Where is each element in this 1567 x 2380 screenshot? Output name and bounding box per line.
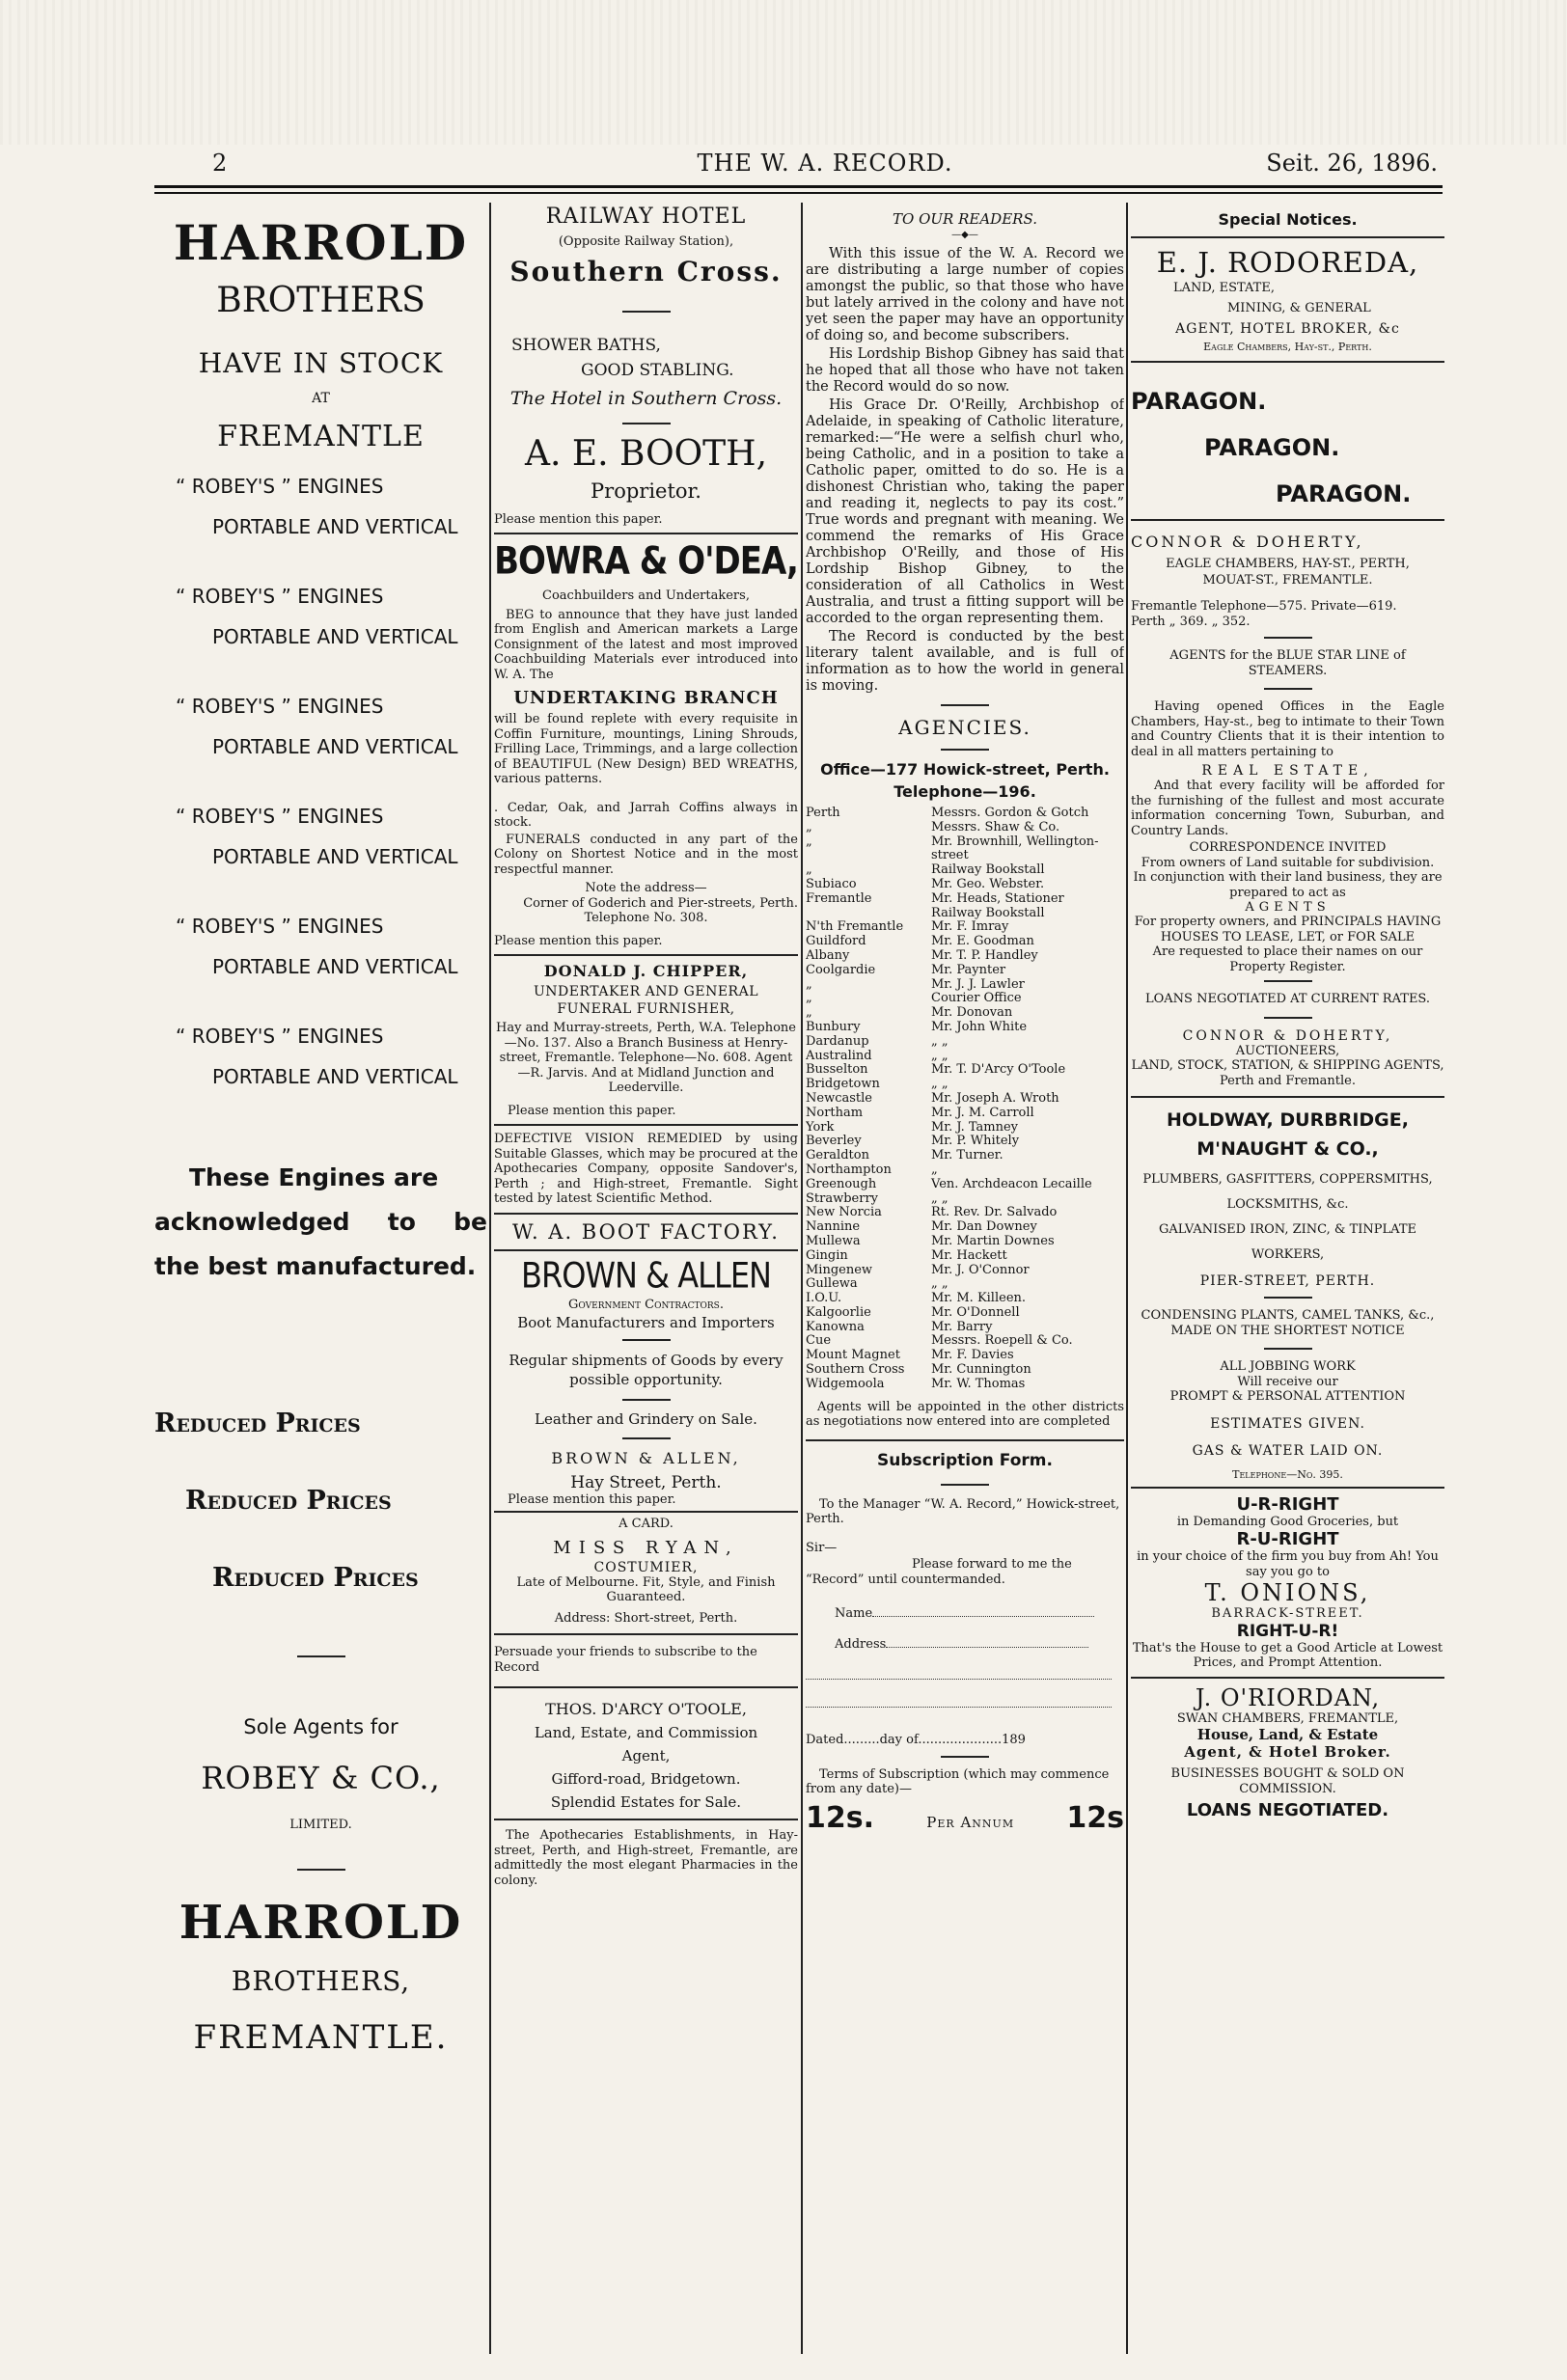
agency-row: [806, 878, 1124, 892]
paragon: PARAGON.: [1276, 480, 1412, 507]
chipper-name: DONALD J. CHIPPER,: [543, 962, 749, 980]
agency-place: „: [806, 834, 812, 849]
agency-agent: Mr. J. O'Connor: [931, 1262, 1030, 1277]
agency-place: Coolgardie: [806, 962, 876, 977]
agency-place: York: [806, 1119, 835, 1135]
agency-agent: Mr. T. P. Handley: [931, 947, 1038, 963]
agency-agent: Railway Bookstall: [931, 862, 1045, 878]
page-header: [212, 150, 1438, 188]
agency-place: Mingenew: [806, 1262, 873, 1277]
agency-row: [806, 1121, 1124, 1135]
brothers-footer: BROTHERS,: [231, 1965, 411, 1997]
column-readers: TO OUR READERS. —◆— With this issue of the W. A. Record we are distributing a large number of copies amongst the public, so that those who have but lately arrived in the colony and have not yet seen the paper may have an opportunity of doing so, and become subscribers. His Lordship Bishop Gibney has said that he hoped that all those who have not taken the Record would do so now. His Grace Dr. O'Reilly, Archbishop of Adelaide, in speaking of Catholic literature, remarked:—“He were a selfish churl who, being Catholic, and in a position to take a Catholic paper, omitted to do so. He is a dishonest Christian who, taking the paper and reading it, neglects to pay its cost.” True words and pregnant with meaning. We commend the remarks of His Grace Archbishop O'Reilly, and those of His Lordship Bishop Gibney, to the consideration of all Catholics in West Australia, and trust a fitting support will be accorded to the organ representing them. The Record is conducted by the best literary talent available, and is full of information as to how the world in general is moving. AGENCIES. Office—177 Howick-street, Perth. Telephone—196. Perth Messrs. Gordon & Gotch „ Messrs. Shaw & Co. „ Mr. Brownhill, Wellington-street „ Railway Bookstall Subiaco Mr. Geo. Webster. Fremantle Mr. Heads, Stationer Railway Bookstall N'th Fremantle Mr. F. Imray Guildford Mr. E. Goodman Albany Mr. T. P. Handley Coolgardie Mr. Paynter „ Mr. J. J. Lawler „ Courier Office „ Mr. Donovan Bunbury Mr. John White Dardanup „ „ Australind „ „ Busselton Mr. T. D'Arcy O'Toole Bridgetown „ „ Newcastle Mr. Joseph A. Wroth Northam Mr. J. M. Carroll York Mr. J. Tamney Beverley Mr. P. Whitely Geraldton Mr. Turner. Northampton „ Greenough Ven. Archdeacon Lecaille Strawberry „ „ New Norcia Rt. Rev. Dr. Salvado Nannine Mr. Dan Downey Mullewa Mr. Martin Downes Gingin Mr. Hackett Mingenew Mr. J. O'Connor Gullewa „ „ I.O.U. Mr. M. Killeen. Kalgoorlie Mr. O'Donnell Kanowna Mr. Barry Cue Messrs. Roepell & Co. Mount Magnet Mr. F. Davies Southern Cross Mr. Cunnington Widgemoola Mr. W. Thomas Agents will be appointed in the other districts as negotiations now entered into are completed Subscription Form. To the Manager “W. A. Record,” Howick-street, Perth. Sir— Please forward to me the “Record” until countermanded. Name Address Dated.........day of.....................189 Terms of Subscription (which may commence from any date)— 12s. Per Annum 12s: [806, 210, 1124, 1835]
rodoreda-name: E. J. RODOREDA,: [1156, 246, 1419, 279]
have-in-stock: HAVE IN STOCK: [198, 347, 444, 379]
agency-row: [806, 1050, 1124, 1064]
agency-place: „: [806, 819, 812, 834]
agency-agent: Messrs. Gordon & Gotch: [931, 806, 1089, 820]
agency-row: [806, 1235, 1124, 1249]
agency-row: [806, 1292, 1124, 1306]
harrold-footer: HARROLD: [179, 1896, 463, 1950]
agency-place: Bridgetown: [806, 1077, 880, 1092]
agency-row: [806, 907, 1124, 921]
agency-row: [806, 1321, 1124, 1335]
reduced-prices: Reduced Prices Reduced Prices Reduced Prices: [154, 1409, 419, 1593]
agency-agent: Mr. Paynter: [931, 962, 1006, 977]
agency-agent: „ „: [931, 1033, 948, 1049]
divider: [622, 1399, 671, 1401]
issue-date: Seit. 26, 1896.: [1266, 150, 1438, 177]
divider: [941, 1484, 989, 1486]
agency-agent: Mr. F. Imray: [931, 919, 1009, 935]
agency-row: [806, 1006, 1124, 1021]
divider: [1264, 688, 1312, 690]
paragon: PARAGON.: [1131, 388, 1267, 415]
oriordan-name: J. O'RIORDAN,: [1195, 1683, 1381, 1711]
agency-row: [806, 1035, 1124, 1050]
agency-agent: Mr. Joseph A. Wroth: [931, 1090, 1059, 1106]
agency-row: [806, 1135, 1124, 1149]
agency-agent: Mr. J. Tamney: [931, 1119, 1018, 1135]
apothecaries-note: The Apothecaries Establishments, in Hay-street, Perth, and High-street, Fremantle, are admittedly the most elegant Pharmacies in the colony.: [494, 1828, 798, 1888]
divider: [1264, 1017, 1312, 1019]
agency-row: [806, 1107, 1124, 1121]
agency-agent: Mr. J. J. Lawler: [931, 976, 1025, 992]
agency-row: [806, 863, 1124, 878]
agency-place: Northam: [806, 1105, 864, 1120]
agency-agent: „: [931, 1162, 938, 1177]
connor-doherty: CONNOR & DOHERTY,: [1131, 533, 1364, 551]
divider: [1264, 1348, 1312, 1350]
divider: [622, 311, 671, 313]
at-label: AT: [312, 391, 330, 406]
agency-row: [806, 978, 1124, 993]
special-notices-heading: Special Notices.: [1218, 210, 1358, 229]
agency-place: Strawberry: [806, 1190, 879, 1206]
agency-agent: Mr. J. M. Carroll: [931, 1105, 1034, 1120]
agency-row: [806, 835, 1124, 864]
agency-row: [806, 892, 1124, 907]
agency-place: N'th Fremantle: [806, 919, 904, 935]
engine-list: [154, 475, 487, 1135]
booth-name: A. E. BOOTH,: [524, 433, 768, 474]
agency-agent: Mr. T. D'Arcy O'Toole: [931, 1062, 1066, 1078]
agency-place: Albany: [806, 947, 850, 963]
divider: [941, 704, 989, 706]
agency-place: Busselton: [806, 1062, 868, 1078]
holdway-durbridge: HOLDWAY, DURBRIDGE, M'NAUGHT & CO.,: [1167, 1109, 1409, 1160]
agency-agent: Mr. W. Thomas: [931, 1376, 1026, 1391]
agency-place: New Norcia: [806, 1205, 882, 1220]
agency-place: Fremantle: [806, 890, 872, 906]
divider: [297, 1869, 345, 1871]
divider: [806, 1439, 1124, 1441]
paragon: PARAGON.: [1204, 434, 1340, 461]
engines-claim: These Engines are acknowledged to be the best manufactured.: [154, 1163, 487, 1280]
divider: [1264, 1297, 1312, 1299]
engine-item: “ ROBEY'S ” ENGINES PORTABLE AND VERTICAL: [176, 585, 458, 648]
agency-agent: Mr. Heads, Stationer: [931, 890, 1064, 906]
divider: [1131, 236, 1444, 238]
agency-agent: Mr. Brownhill, Wellington-street: [931, 834, 1099, 863]
fremantle-heading: FREMANTLE: [217, 420, 425, 453]
divider: [494, 1124, 798, 1126]
agency-agent: Rt. Rev. Dr. Salvado: [931, 1205, 1058, 1220]
divider: [494, 1819, 798, 1820]
agency-row: [806, 935, 1124, 949]
agency-place: Beverley: [806, 1134, 862, 1149]
divider: [297, 1655, 345, 1657]
agency-place: Dardanup: [806, 1033, 869, 1049]
divider: [941, 749, 989, 751]
connor-doherty-auctioneers: CONNOR & DOHERTY,: [1182, 1027, 1393, 1044]
divider: [1131, 361, 1444, 363]
agency-place: „: [806, 862, 812, 878]
fremantle-footer: FREMANTLE.: [193, 2018, 449, 2057]
agency-row: [806, 1363, 1124, 1378]
agency-place: Cue: [806, 1333, 832, 1349]
dated-field[interactable]: Dated.........day of.....................189: [806, 1733, 1026, 1748]
agency-row: [806, 1078, 1124, 1092]
divider: [494, 1633, 798, 1635]
divider: [494, 1686, 798, 1688]
agency-agent: Messrs. Roepell & Co.: [931, 1333, 1073, 1349]
agency-row: [806, 1178, 1124, 1192]
to-our-readers: TO OUR READERS.: [893, 210, 1037, 228]
agency-place: Kalgoorlie: [806, 1304, 871, 1320]
divider: [941, 1756, 989, 1758]
otoole-name: THOS. D'ARCY O'TOOLE,: [545, 1700, 747, 1718]
divider: [494, 1249, 798, 1251]
agency-row: [806, 821, 1124, 835]
subscription-form-title: Subscription Form.: [877, 1450, 1053, 1470]
agency-agent: Mr. E. Goodman: [931, 934, 1034, 949]
agency-row: [806, 1264, 1124, 1278]
agency-agent: Messrs. Shaw & Co.: [931, 819, 1060, 834]
agency-agent: „ „: [931, 1276, 948, 1292]
address-field[interactable]: Address: [806, 1637, 1124, 1653]
divider: [1264, 980, 1312, 982]
agency-agent: Mr. Dan Downey: [931, 1219, 1037, 1235]
miss-ryan: MISS RYAN,: [553, 1537, 739, 1558]
agency-agent: Mr. P. Whitely: [931, 1134, 1020, 1149]
u-r-right: U-R-RIGHT: [1236, 1493, 1339, 1515]
agency-place: „: [806, 976, 812, 992]
agency-place: „: [806, 1005, 812, 1021]
divider: [622, 1437, 671, 1439]
agency-agent: Mr. Barry: [931, 1319, 993, 1334]
divider: [1131, 1487, 1444, 1489]
agency-row: [806, 1149, 1124, 1163]
agency-row: [806, 1163, 1124, 1178]
agency-agent: Mr. Geo. Webster.: [931, 876, 1045, 891]
agency-agent: Mr. O'Donnell: [931, 1304, 1020, 1320]
brown-allen: BROWN & ALLEN: [521, 1253, 771, 1297]
agency-place: Perth: [806, 806, 840, 820]
header-rule-thin: [154, 192, 1443, 194]
header-rule: [154, 185, 1443, 188]
agency-place: Newcastle: [806, 1090, 872, 1106]
agency-place: Geraldton: [806, 1148, 869, 1163]
agency-place: Bunbury: [806, 1019, 861, 1034]
defective-vision: DEFECTIVE VISION REMEDIED by using Suitable Glasses, which may be procured at the Apothecaries Company, opposite Sandover's, Perth ; and High-street, Fremantle. Sight tested by latest Scientific Method.: [494, 1132, 798, 1206]
page-number: 2: [212, 150, 228, 177]
bowra-odea: BOWRA & O'DEA,: [494, 539, 798, 584]
agency-row: [806, 1192, 1124, 1207]
agency-agent: Mr. Martin Downes: [931, 1233, 1055, 1248]
agency-agent: Mr. John White: [931, 1019, 1028, 1034]
agency-row: [806, 1349, 1124, 1363]
divider: [494, 1511, 798, 1513]
agency-place: [806, 907, 931, 921]
agency-place: Gingin: [806, 1247, 848, 1263]
agency-row: [806, 1206, 1124, 1220]
column-rule-1: [489, 203, 491, 2354]
divider: [1131, 1677, 1444, 1679]
agency-agent: Ven. Archdeacon Lecaille: [931, 1176, 1092, 1191]
agency-row: [806, 1063, 1124, 1078]
column-advertisements: RAILWAY HOTEL (Opposite Railway Station), Southern Cross. SHOWER BATHS, GOOD STABLING. The Hotel in Southern Cross. A. E. BOOTH, Proprietor. Please mention this paper. BOWRA & O'DEA, Coachbuilders and Undertakers, BEG to announce that they have just landed from English and American markets a Large Consignment of the latest and most improved Coachbuilding Materials ever introduced into W. A. The UNDERTAKING BRANCH will be found replete with every requisite in Coffin Furniture, mountings, Lining Shrouds, Frilling Lace, Trimmings, and a large collection of BEAUTIFUL (New Design) BED WREATHS, various patterns. . Cedar, Oak, and Jarrah Coffins always in stock. FUNERALS conducted in any part of the Colony on Shortest Notice and in the most respectful manner. Note the address— Corner of Goderich and Pier-streets, Perth. Telephone No. 308. Please mention this paper. DONALD J. CHIPPER, UNDERTAKER AND GENERAL FUNERAL FURNISHER, Hay and Murray-streets, Perth, W.A. Telephone—No. 137. Also a Branch Business at Henry-street, Fremantle. Telephone—No. 608. Agent—R. Jarvis. And at Midland Junction and Leederville. Please mention this paper. DEFECTIVE VISION REMEDIED by using Suitable Glasses, which may be procured at the Apothecaries Company, opposite Sandover's, Perth ; and High-street, Fremantle. Sight tested by latest Scientific Method. W. A. BOOT FACTORY. BROWN & ALLEN Government Contractors. Boot Manufacturers and Importers Regular shipments of Goods by every possible opportunity. Leather and Grindery on Sale. BROWN & ALLEN, Hay Street, Perth. Please mention this paper. A CARD. MISS RYAN, COSTUMIER, Late of Melbourne. Fit, Style, and Finish Guaranteed. Address: Short-street, Perth. Persuade your friends to subscribe to the Record THOS. D'ARCY O'TOOLE, Land, Estate, and Commission Agent, Gifford-road, Bridgetown. Splendid Estates for Sale. The Apothecaries Establishments, in Hay-street, Perth, and High-street, Fremantle, are admittedly the most elegant Pharmacies in the colony.: [494, 205, 798, 1888]
limited-label: LIMITED.: [289, 1818, 352, 1832]
agency-row: [806, 949, 1124, 964]
agency-agent: „ „: [931, 1048, 948, 1063]
address-line[interactable]: [806, 1707, 1112, 1708]
column-rule-2: [801, 203, 803, 2354]
agency-row: [806, 1249, 1124, 1264]
brothers-heading: BROTHERS: [216, 281, 426, 320]
name-field[interactable]: Name: [806, 1606, 1124, 1622]
engine-item: “ ROBEY'S ” ENGINES PORTABLE AND VERTICAL: [176, 475, 458, 538]
agency-place: Mount Magnet: [806, 1348, 900, 1363]
agency-place: Gullewa: [806, 1276, 858, 1292]
agency-place: Widgemoola: [806, 1376, 885, 1391]
column-special-notices: Special Notices. E. J. RODOREDA, LAND, ESTATE, MINING, & GENERAL AGENT, HOTEL BROKER, &c Eagle Chambers, Hay-st., Perth. PARAGON. PARAGON. PARAGON. CONNOR & DOHERTY, EAGLE CHAMBERS, HAY-ST., PERTH, MOUAT-ST., FREMANTLE. Fremantle Telephone—575. Private—619. Perth „ 369. „ 352. AGENTS for the BLUE STAR LINE of STEAMERS. Having opened Offices in the Eagle Chambers, Hay-st., beg to intimate to their Town and Country Clients that it is their intention to deal in all matters pertaining to REAL ESTATE, And that every facility will be afforded for the furnishing of the fullest and most accurate information concerning Town, Suburban, and Country Lands. CORRESPONDENCE INVITED From owners of Land suitable for subdivision. In conjunction with their land business, they are prepared to act as AGENTS For property owners, and PRINCIPALS HAVING HOUSES TO LEASE, LET, or FOR SALE Are requested to place their names on our Property Register. LOANS NEGOTIATED AT CURRENT RATES. CONNOR & DOHERTY, AUCTIONEERS, LAND, STOCK, STATION, & SHIPPING AGENTS, Perth and Fremantle. HOLDWAY, DURBRIDGE, M'NAUGHT & CO., PLUMBERS, GASFITTERS, COPPERSMITHS, LOCKSMITHS, &c. GALVANISED IRON, ZINC, & TINPLATE WORKERS, PIER-STREET, PERTH. CONDENSING PLANTS, CAMEL TANKS, &c., MADE ON THE SHORTEST NOTICE ALL JOBBING WORK Will receive our PROMPT & PERSONAL ATTENTION ESTIMATES GIVEN. GAS & WATER LAID ON. Telephone—No. 395. U-R-RIGHT in Demanding Good Groceries, but R-U-RIGHT in your choice of the firm you buy from Ah! You say you go to T. ONIONS, BARRACK-STREET. RIGHT-U-R! That's the House to get a Good Article at Lowest Prices, and Prompt Attention. J. O'RIORDAN, SWAN CHAMBERS, FREMANTLE, House, Land, & Estate Agent, & Hotel Broker. BUSINESSES BOUGHT & SOLD ON COMMISSION. LOANS NEGOTIATED.: [1131, 210, 1444, 1820]
engine-item: “ ROBEY'S ” ENGINES PORTABLE AND VERTICAL: [176, 915, 458, 978]
agency-place: Southern Cross: [806, 1362, 905, 1378]
agency-agent: „ „: [931, 1190, 948, 1206]
masthead-title: THE W. A. RECORD.: [697, 150, 953, 177]
agency-agent: Mr. F. Davies: [931, 1348, 1014, 1363]
agency-agent: Railway Bookstall: [931, 905, 1045, 920]
agency-place: Australind: [806, 1048, 872, 1063]
agency-place: Greenough: [806, 1176, 877, 1191]
agency-agent: Mr. Cunnington: [931, 1362, 1031, 1378]
agency-row: [806, 1277, 1124, 1292]
southern-cross: Southern Cross.: [509, 255, 783, 287]
agency-row: [806, 1306, 1124, 1321]
sole-agents: Sole Agents for: [243, 1715, 399, 1738]
robey-co: ROBEY & CO.,: [201, 1760, 441, 1796]
agency-place: Kanowna: [806, 1319, 865, 1334]
address-line[interactable]: [806, 1679, 1112, 1680]
divider: [1264, 637, 1312, 639]
engine-item: “ ROBEY'S ” ENGINES PORTABLE AND VERTICAL: [176, 1025, 458, 1088]
agency-agent: Courier Office: [931, 991, 1022, 1006]
divider: [1131, 519, 1444, 521]
agency-agent: Mr. Donovan: [931, 1005, 1013, 1021]
agency-row: [806, 964, 1124, 978]
agency-row: [806, 807, 1124, 821]
agency-place: Nannine: [806, 1219, 861, 1235]
divider: [494, 533, 798, 534]
divider: [622, 423, 671, 424]
railway-hotel-title: RAILWAY HOTEL: [545, 205, 747, 229]
boot-factory: W. A. BOOT FACTORY.: [512, 1219, 780, 1244]
divider: [622, 1339, 671, 1341]
agency-place: Subiaco: [806, 876, 857, 891]
agency-row: [806, 1021, 1124, 1035]
agencies-list: [806, 807, 1124, 1392]
agency-place: I.O.U.: [806, 1291, 842, 1306]
ornament-divider: —◆—: [951, 230, 978, 240]
agency-row: [806, 1092, 1124, 1107]
column-rule-3: [1126, 203, 1128, 2354]
harrold-heading: HARROLD: [173, 214, 469, 271]
agency-place: Northampton: [806, 1162, 892, 1177]
agency-place: Guildford: [806, 934, 866, 949]
agencies-heading: AGENCIES.: [898, 716, 1031, 739]
engine-item: “ ROBEY'S ” ENGINES PORTABLE AND VERTICAL: [176, 805, 458, 868]
engine-item: “ ROBEY'S ” ENGINES PORTABLE AND VERTICAL: [176, 695, 458, 758]
agency-agent: Mr. Hackett: [931, 1247, 1007, 1263]
divider: [494, 954, 798, 956]
agency-place: „: [806, 991, 812, 1006]
subscription-price: 12s. Per Annum 12s: [806, 1800, 1124, 1835]
agency-row: [806, 920, 1124, 935]
agency-agent: Mr. M. Killeen.: [931, 1291, 1027, 1306]
divider: [1131, 1096, 1444, 1098]
agency-row: [806, 1334, 1124, 1349]
divider: [494, 1213, 798, 1215]
t-onions: T. ONIONS,: [1204, 1579, 1371, 1606]
agency-row: [806, 1220, 1124, 1235]
column-harrold: [154, 203, 487, 2361]
paper-speckle: [0, 0, 1567, 145]
agency-row: [806, 992, 1124, 1006]
agency-row: [806, 1378, 1124, 1392]
agency-agent: Mr. Turner.: [931, 1148, 1003, 1163]
agency-agent: „ „: [931, 1077, 948, 1092]
agency-place: Mullewa: [806, 1233, 861, 1248]
